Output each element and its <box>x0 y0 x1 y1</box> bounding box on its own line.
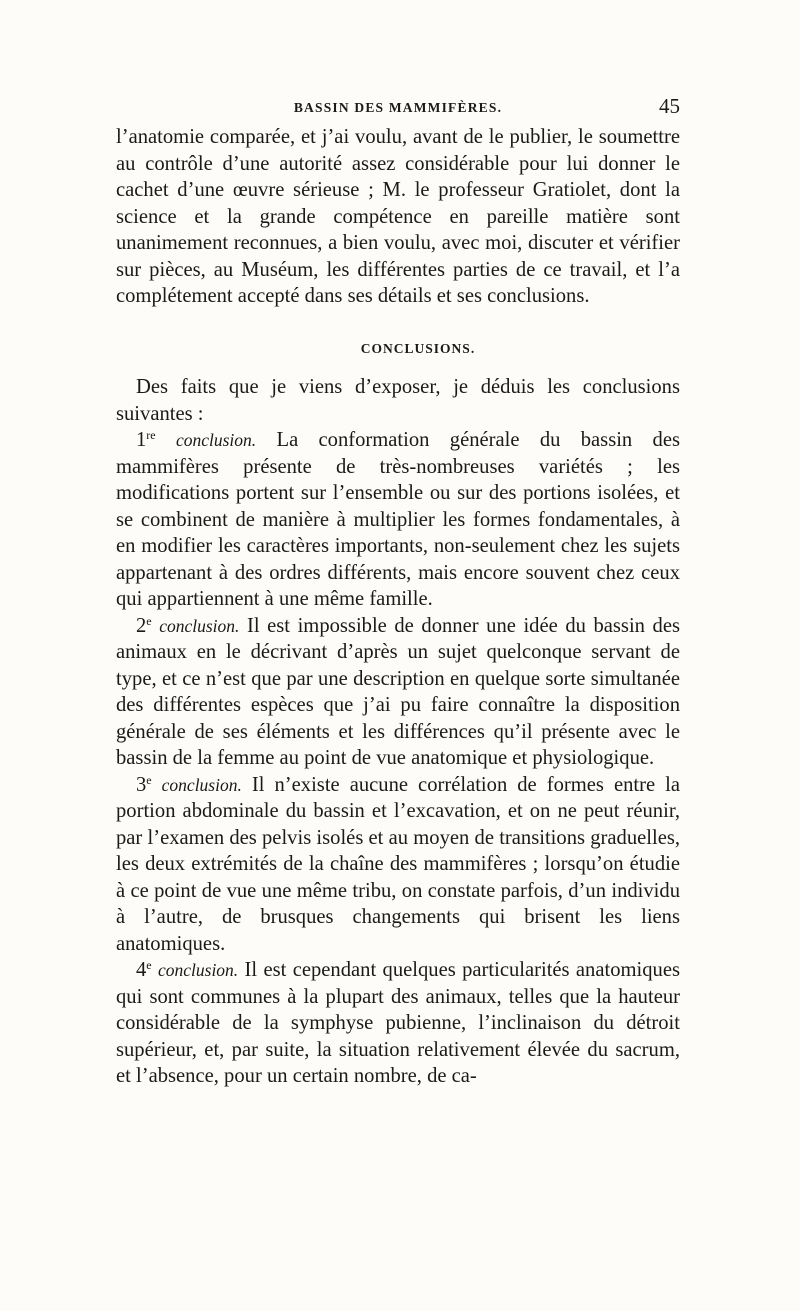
page-number: 45 <box>659 94 680 118</box>
conclusion-ordinal-suffix: re <box>146 428 156 442</box>
conclusion-text: La conformation générale du bassin des mammifères présente de très-nombreuses variétés ; les modifications portent sur l’ensemble ou sur des portions isolées, et se combinent de manière à multiplier les formes fondamentales, à en modifier les caractères importants, non-seulement chez les sujets appartenant à des ordres différents, mais encore souvent chez ceux qui appartiennent à une même famille. <box>116 429 681 610</box>
conclusion-text: Il est impossible de donner une idée du bassin des animaux en le décrivant d’après un sujet quelconque servant de type, et ce n’est que par une description en quelque sorte simultanée des différentes espèces que j’ai pu faire connaître la disposition générale de ses éléments et les différences qu’il présente avec le bassin de la femme au point de vue anatomique et physiologique. <box>116 614 680 769</box>
conclusion-number: 4 <box>136 959 147 981</box>
book-page <box>0 96 800 1311</box>
running-head <box>116 96 680 124</box>
conclusion-paragraph-2 <box>116 613 680 772</box>
conclusion-paragraph-1 <box>116 427 680 613</box>
conclusion-text: Il est cependant quelques particularités anatomiques qui sont communes à la plupart des animaux, telles que la hauteur considérable de la symphyse pubienne, l’inclinaison du détroit supérieur, et, par suite, la situation relativement élevée du sacrum, et l’absence, pour un certain nombre, de ca- <box>116 959 681 1087</box>
section-opening-paragraph: Des faits que je viens d’exposer, je déduis les conclusions suivantes : <box>116 376 680 425</box>
conclusion-label: conclusion. <box>159 615 240 636</box>
conclusion-number: 2 <box>136 614 147 637</box>
conclusion-paragraph-3 <box>116 772 680 958</box>
conclusion-paragraph-4 <box>116 957 680 1090</box>
conclusion-ordinal-suffix: e <box>146 772 152 787</box>
conclusion-text: Il n’existe aucune corrélation de formes entre la portion abdominale du bassin et l’excavation, et on ne peut réunir, par l’examen des pelvis isolés et au moyen de transitions graduelles, les deux extrémités de la chaîne des mammifères ; lorsqu’on étudie à ce point de vue une même tribu, on constate parfois, d’un individu à l’autre, de brusques changements qui brisent les liens anatomiques. <box>116 773 680 955</box>
conclusion-ordinal-suffix: e <box>146 958 152 972</box>
conclusion-label: conclusion. <box>175 430 257 450</box>
conclusion-ordinal-suffix: e <box>146 613 152 628</box>
page-body <box>116 124 680 1090</box>
conclusion-number: 1 <box>136 429 147 451</box>
conclusion-label: conclusion. <box>157 960 239 980</box>
conclusion-label: conclusion. <box>161 774 242 795</box>
section-title: CONCLUSIONS. <box>360 340 476 356</box>
running-title: BASSIN DES MAMMIFÈRES. <box>293 100 503 115</box>
intro-paragraph: l’anatomie comparée, et j’ai voulu, avant de le publier, le soumettre au contrôle d’une autorité assez considérable pour lui donner le cachet d’une œuvre sérieuse ; M. le professeur Gratiolet, dont la science et la grande compétence en pareille matière sont unanimement reconnues, a bien voulu, avec moi, discuter et vérifier sur pièces, au Muséum, les différentes parties de ce travail, et l’a complétement accepté dans ses détails et ses conclusions. <box>116 126 680 307</box>
conclusion-number: 3 <box>136 773 147 796</box>
